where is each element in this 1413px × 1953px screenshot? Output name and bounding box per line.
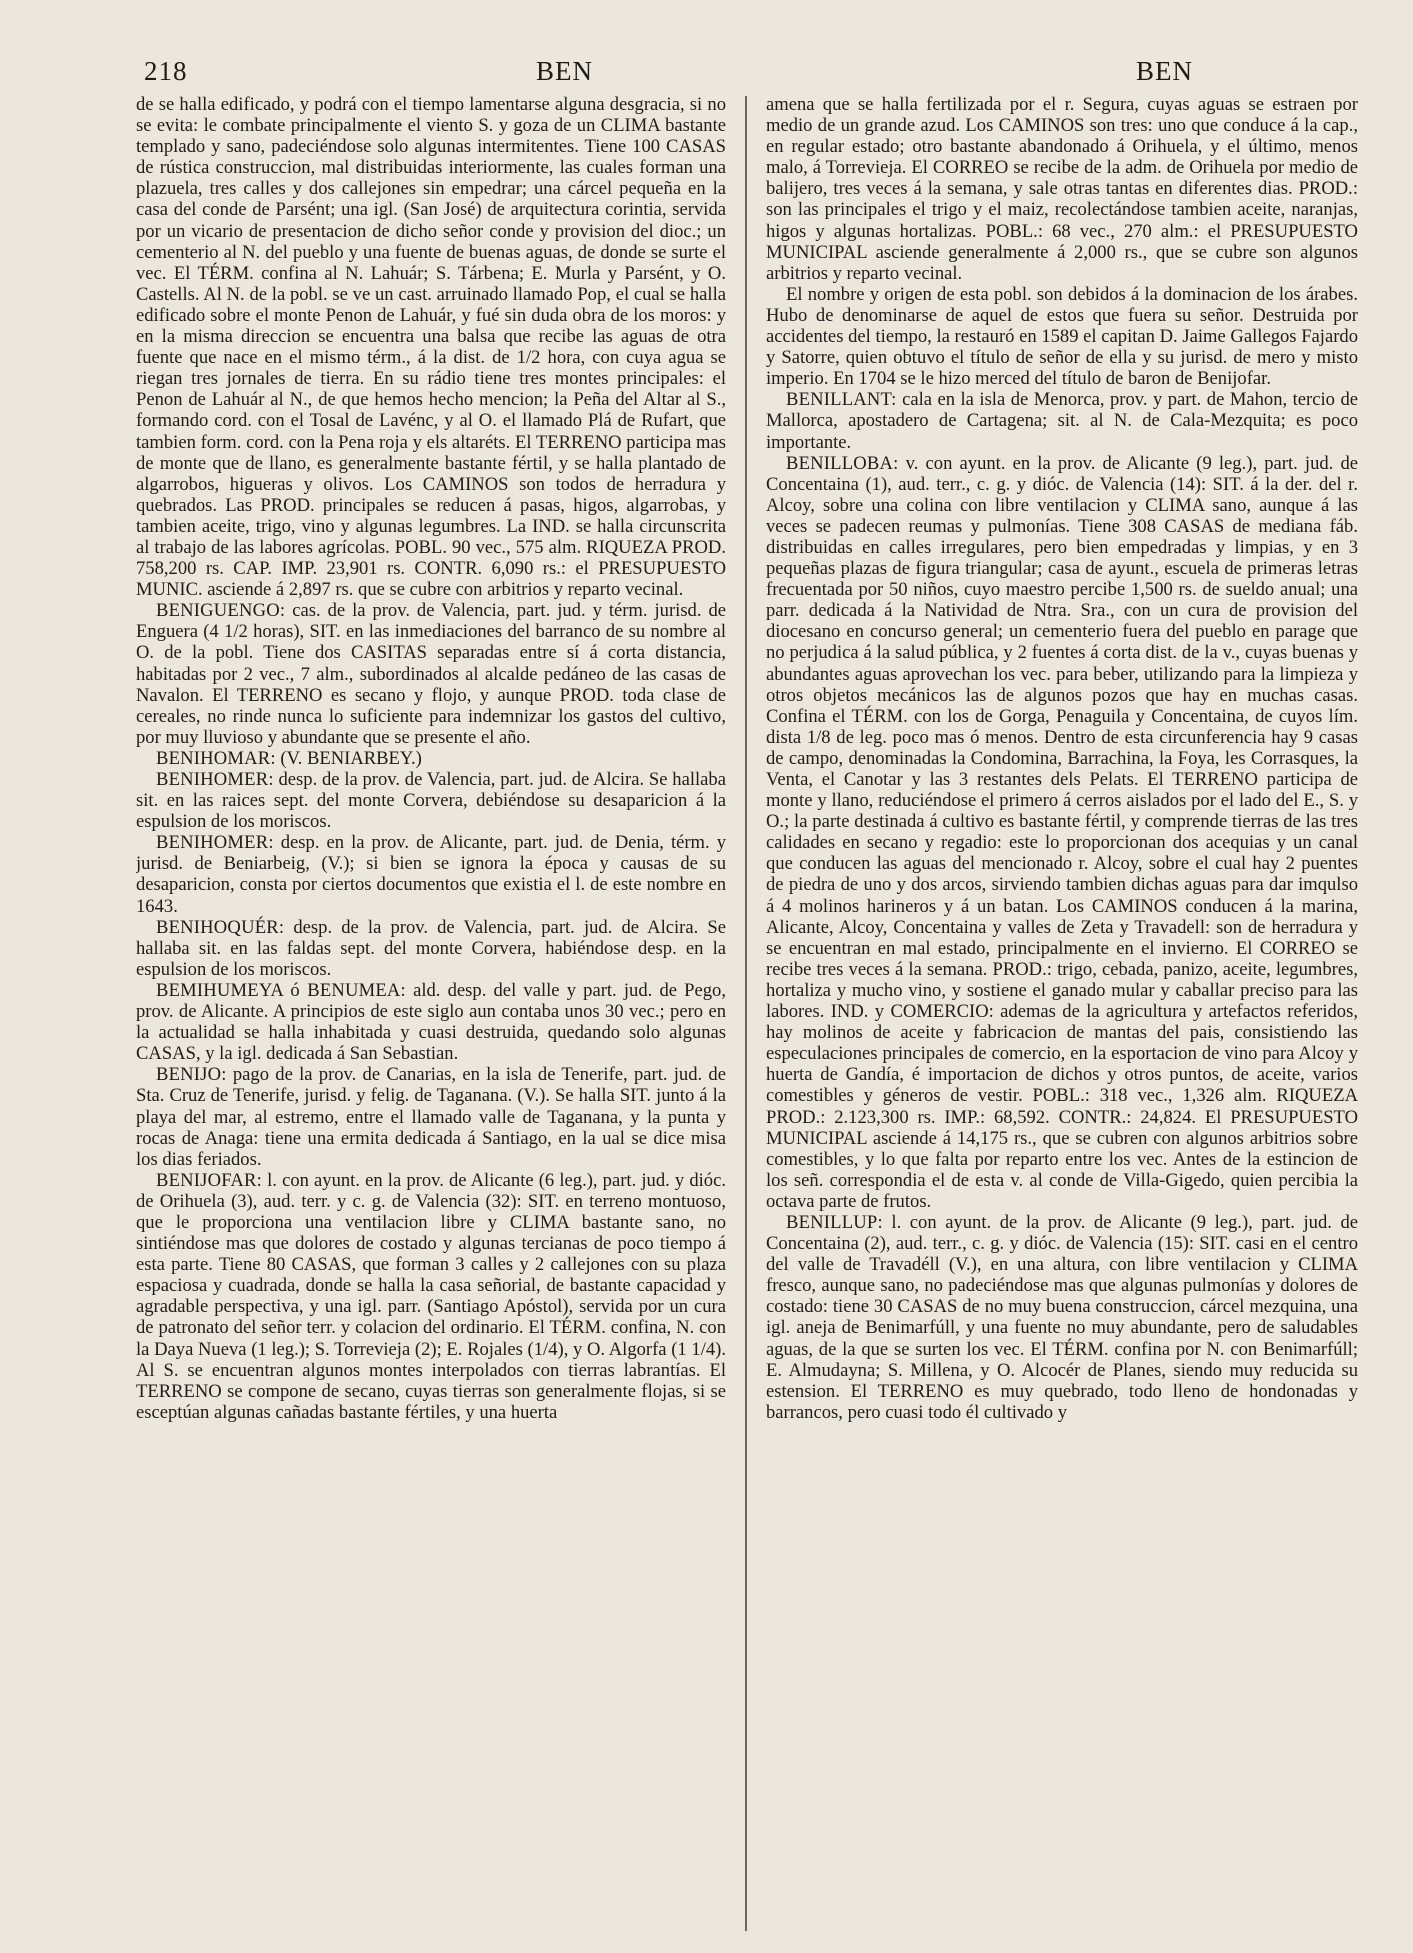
entry-text: de se halla edificado, y podrá con el tiempo lamentarse alguna desgracia, si no se evita: le combate principalmente el viento S. y goza de un CLIMA bastante templado y sano, padeciéndose solo algunas intermitentes. Tiene 100 CASAS de rústica construccion, mal distribuidas interiormente, las cuales forman una plazuela, tres calles y dos callejones sin empedrar; una cárcel pequeña en la casa del conde de Parsént; una igl. (San José) de arquitectura corintia, servida por un vicario de presentacion de dicho señor conde y provision del dioc.; un cementerio al N. del pueblo y una fuente de buenas aguas, de donde se surte el vec. El TÉRM. confina al N. Lahuár; S. Tárbena; E. Murla y Parsént, y O. Castells. Al N. de la pobl. se ve un cast. arruinado llamado Pop, el cual se halla edificado sobre el monte Penon de Lahuár, y fué sin duda obra de los moros: y en la misma direccion se encuentra una balsa que recibe las aguas de otra fuente que nace en el mismo térm., á la dist. de 1/2 hora, con cuya agua se riegan tres jornales de tierra. En su rádio tiene tres montes principales: el Penon de Lahuár al N., de que hemos hecho mencion; la Peña del Altar al S., formando cord. con el Tosal de Lavénc, y al O. el llamado Plá de Rufart, que tambien form. cord. con la Pena roja y els altaréts. El TERRENO participa mas de monte que de llano, es generalmente bastante fértil, y se halla plantado de algarrobos, higueras y olivos. Los CAMINOS son todos de herradura y quebrados. Las PROD. principales se reducen á pasas, higos, algarrobas, y tambien aceite, trigo, vino y algunas legumbres. La IND. se halla circunscrita al trabajo de las labores agrícolas. POBL. 90 vec., 575 alm. RIQUEZA PROD. 758,200 rs. CAP. IMP. 23,901 rs. CONTR. 6,090 rs.: el PRESUPUESTO MUNIC. asciende á 2,897 rs. que se cubre con arbitrios y reparto vecinal. [136,94,726,601]
entry-text: desp. de la prov. de Valencia, part. jud. de Alcira. Se hallaba sit. en las raices sept. del monte Corvera, debiéndose su desaparicion á la espulsion de los moriscos. [136,769,726,833]
left-running-head: BEN [536,56,593,86]
entry-benilloba [766,453,1358,1212]
entry-headword: BENIHOQUÉR: [156,916,285,938]
entry-benihomer-valencia [136,769,726,832]
entry-text: l. con ayunt. de la prov. de Alicante (9 leg.), part. jud. de Concentaina (2), aud. terr., c. g. y dióc. de Valencia (15): SIT. casi en el centro del valle de Travadéll (V.), en una altura, con libre ventilacion y CLIMA fresco, aunque sano, no padeciéndose mas que algunas pulmonías y dolores de costado: tiene 30 CASAS de no muy buena construccion, cárcel mezquina, una igl. aneja de Benimarfúll, y una fuente no muy abundante, pero de saludables aguas, de la que se surten los vec. El TÉRM. confina por N. con Benimarfúll; E. Almudayna; S. Millena, y O. Alcocér de Planes, siendo muy reducida su estension. El TERRENO es muy quebrado, todo lleno de hondonadas y barrancos, pero cuasi todo él cultivado y [766,1211,1358,1423]
entry-benihoquer [136,917,726,980]
entry-benihomar [136,748,726,769]
entry-headword: BENIHOMER: [156,832,274,854]
entry-continuation [136,94,726,600]
entry-text: cas. de la prov. de Valencia, part. jud. y térm. jurisd. de Enguera (4 1/2 horas), SIT. en las inmediaciones del barranco de su nombre al O. de la pobl. Tiene dos CASITAS separadas entre sí á corta distancia, habitadas por 2 vec., 7 alm., subordinados al alcalde pedáneo de las casas de Navalon. El TERRENO es secano y flojo, y aunque PROD. toda clase de cereales, no rinde nunca lo suficiente para indemnizar los gastos del cultivo, por muy lluvioso y abundante que se presente el año. [136,600,726,748]
entry-benillant [766,389,1358,452]
entry-benijofar [136,1170,726,1423]
entry-benihomer-alicante [136,832,726,916]
entry-benillup [766,1212,1358,1423]
entry-headword: BEMIHUMEYA ó BENUMEA: [156,979,406,1001]
page-header [136,52,1356,92]
entry-text: El nombre y origen de esta pobl. son debidos á la dominacion de los árabes. Hubo de denominarse de aquel de estos que fuera su señor. Destruida por accidentes del tiempo, la restauró en 1589 el capitan D. Jaime Gallegos Fajardo y Satorre, quien obtuvo el título de señor de ella y su jurisd. de mero y misto imperio. En 1704 se le hizo merced del título de baron de Benijofar. [766,283,1358,390]
right-running-head: BEN [1136,56,1193,86]
entry-text: (V. BENIARBEY.) [280,747,422,769]
page-number: 218 [144,56,188,86]
entry-headword: BENILLUP: [786,1211,883,1233]
entry-benijofar-history [766,284,1358,389]
entry-text: v. con ayunt. en la prov. de Alicante (9 leg.), part. jud. de Concentaina (1), aud. terr., c. g. y dióc. de Valencia (14): SIT. á la der. del r. Alcoy, sobre una colina con libre ventilacion y CLIMA sano, aunque á las veces se padecen reumas y pulmonías. Tiene 308 CASAS de mediana fáb. distribuidas en calles irregulares, pero bien empedradas y limpias, y en 3 pequeñas plazas de figura triangular; casa de ayunt., escuela de primeras letras frecuentada por 50 niños, cuyo maestro percibe 1,500 rs. de sueldo anual; una parr. dedicada á la Natividad de Ntra. Sra., con un cura de provision del diocesano en concurso general; un cementerio fuera del pueblo en parage que no perjudica á la salud pública, y 2 fuentes á corta dist. de la v., cuyas buenas y abundantes aguas aprovechan los vec. para beber, utilizando para la limpieza y otros objetos mecánicos las de algunos pozos que hay en muchas casas. Confina el TÉRM. con los de Gorga, Penaguila y Concentaina, de cuyos lím. dista 1/8 de leg. poco mas ó menos. Dentro de esta circunferencia hay 9 casas de campo, denominadas la Condomina, Barrachina, la Foya, les Corrasques, la Venta, el Canotar y las 3 restantes dels Pelats. El TERRENO participa de monte y llano, reduciéndose el primero á cerros aislados por el lado del E., S. y O.; la parte destinada á cultivo es bastante fértil, y comprende tierras de las tres calidades en secano y regadio: este lo proporcionan dos acequias y un canal que conducen las aguas del mencionado r. Alcoy, sobre el cual hay 2 puentes de piedra de uno y dos arcos, sirviendo tambien dichas aguas para dar imqulso á 4 molinos harineros y á un batan. Los CAMINOS conducen á la marina, Alicante, Alcoy, Concentaina y valles de Zeta y Travadell: son de herradura y se encuentran en mal estado, principalmente en el invierno. El CORREO se recibe tres veces á la semana. PROD.: trigo, cebada, panizo, aceite, legumbres, hortaliza y mucho vino, y sostiene el ganado mular y caballar preciso para las labores. IND. y COMERCIO: ademas de la agricultura y artefactos referidos, hay molinos de aceite y fabricacion de mantas del pais, consistiendo las especulaciones principales de comercio, en la esportacion de vino para Alcoy y huerta de Gandía, é importacion de dichos y otros puntos, de aceite, varios comestibles y géneros de vestir. POBL.: 318 vec., 1,326 alm. RIQUEZA PROD.: 2.123,300 rs. IMP.: 68,592. CONTR.: 24,824. El PRESUPUESTO MUNICIPAL asciende á 14,175 rs., que se cubren con algunos arbitrios sobre comestibles, y lo que falta por reparto entre los vec. Antes de la estincion de los señ. correspondia el de esta v. al conde de Villa-Gigedo, quien percibia la octava parte de frutos. [766,452,1358,1212]
entry-headword: BENIHOMAR: [156,747,276,769]
entry-headword: BENILLOBA: [786,452,899,474]
entry-beniguengo [136,600,726,748]
left-column [136,94,726,1934]
entry-bemihumeya [136,980,726,1064]
entry-headword: BENIHOMER: [156,769,274,790]
entry-text: cala en la isla de Menorca, prov. y part. de Mahon, tercio de Mallorca, apostadero de Cartagena; sit. al N. de Cala-Mezquita; es poco importante. [766,389,1358,453]
entry-benijo [136,1064,726,1169]
entry-text: amena que se halla fertilizada por el r. Segura, cuyas aguas se estraen por medio de un grande azud. Los CAMINOS son tres: uno que conduce á la cap., en regular estado; otro bastante abandonado á Orihuela, y el último, menos malo, á Torrevieja. El CORREO se recibe de la adm. de Orihuela por medio de balijero, tres veces á la semana, y sale otras tantas en diferentes dias. PROD.: son las principales el trigo y el maiz, recolectándose tambien aceite, naranjas, higos y algunas hortalizas. POBL.: 68 vec., 270 alm.: el PRESUPUESTO MUNICIPAL asciende generalmente á 2,000 rs., que se cubre son algunos arbitrios y reparto vecinal. [766,94,1358,284]
entry-headword: BENIJO: [156,1064,227,1086]
entry-headword: BENIJOFAR: [156,1169,262,1191]
column-divider [745,96,747,1931]
entry-text: desp. de la prov. de Valencia, part. jud. de Alcira. Se hallaba sit. en las faldas sept. del monte Corvera, habiéndose desp. en la espulsion de los moriscos. [136,916,726,980]
entry-continuation [766,94,1358,284]
entry-headword: BENILLANT: [786,389,897,411]
entry-text: ald. desp. del valle y part. jud. de Pego, prov. de Alicante. A principios de este siglo aun contaba unos 30 vec.; pero en la actualidad se halla inhabitada y cuasi destruida, quedando solo algunas CASAS, y la igl. dedicada á San Sebastian. [136,979,726,1065]
entry-text: pago de la prov. de Canarias, en la isla de Tenerife, part. jud. de Sta. Cruz de Tenerife, jurisd. y felig. de Taganana. (V.). Se halla SIT. junto á la playa del mar, al estremo, entre el llamado valle de Taganana, y la punta y rocas de Anaga: tiene una ermita dedicada á Santiago, en la ual se dice misa los dias feriados. [136,1064,726,1170]
entry-text: l. con ayunt. en la prov. de Alicante (6 leg.), part. jud. y dióc. de Orihuela (3), aud. terr. y c. g. de Valencia (32): SIT. en terreno montuoso, que le proporciona una ventilacion libre y CLIMA bastante sano, no sintiéndose mas que dolores de costado y algunas tercianas de poco tiempo á esta parte. Tiene 80 CASAS, que forman 3 calles y 2 callejones con su plaza espaciosa y cuadrada, donde se halla la casa señorial, de bastante capacidad y agradable perspectiva, y una igl. parr. (Santiago Apóstol), servida por un cura de patronato del señor terr. y colacion del ordinario. El TÉRM. confina, N. con la Daya Nueva (1 leg.); S. Torrevieja (2); E. Rojales (1/4), y O. Algorfa (1 1/4). Al S. se encuentran algunos montes interpolados con tierras labrantías. El TERRENO se compone de secano, cuyas tierras son generalmente flojas, si se esceptúan algunas cañadas bastante fértiles, y una huerta [136,1169,726,1423]
right-column [766,94,1358,1934]
entry-headword: BENIGUENGO: [156,600,286,622]
entry-text: desp. en la prov. de Alicante, part. jud. de Denia, térm. y jurisd. de Beniarbeig, (V.); si bien se ignora la época y causas de su desaparicion, consta por ciertos documentos que existia el l. de este nombre en 1643. [136,832,726,917]
